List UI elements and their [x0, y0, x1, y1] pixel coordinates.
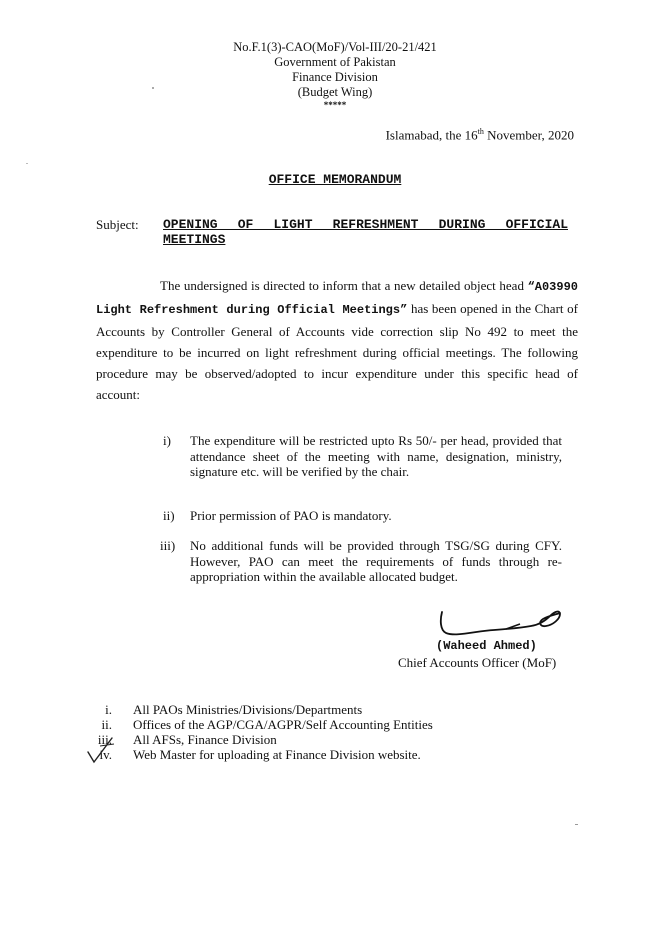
item-number: ii) — [163, 508, 175, 523]
distribution-text: Offices of the AGP/CGA/AGPR/Self Accounting Entities — [133, 717, 433, 732]
wing-name: (Budget Wing) — [297, 85, 373, 99]
distribution-text: Web Master for uploading at Finance Division website. — [133, 747, 421, 762]
scan-speck — [575, 824, 578, 825]
scan-speck — [26, 163, 28, 164]
signature-mark — [436, 606, 566, 642]
distribution-number: i. — [105, 702, 112, 717]
distribution-number: iii. — [97, 732, 112, 747]
letterhead — [0, 40, 670, 110]
body-text-2: has been opened in the Chart of Accounts by Controller General of Accounts vide correction slip No 492 to meet the expenditure to be incurred on light refreshment during official meetings. The following procedure may be observed/adopted to incur expenditure under this specific head of account: — [96, 301, 578, 402]
government-name: Government of Pakistan — [274, 55, 396, 69]
item-text: No additional funds will be provided through TSG/SG during CFY. However, PAO can meet the requirements of funds through re-appropriation within the available allocated budget. — [190, 538, 562, 584]
item-text: Prior permission of PAO is mandatory. — [190, 508, 392, 523]
subject-line-1: OPENING OF LIGHT REFRESHMENT DURING OFFICIAL — [163, 217, 568, 232]
body-text-1: The undersigned is directed to inform that a new detailed object head — [160, 278, 528, 293]
item-text: The expenditure will be restricted upto Rs 50/- per head, provided that attendance sheet of the meeting with name, designation, ministry, signature etc. will be verified by the chair. — [190, 433, 562, 479]
body-paragraph — [96, 275, 578, 405]
object-head: “A03990 Light Refreshment during Official Meetings” — [96, 280, 578, 317]
memo-title: OFFICE MEMORANDUM — [268, 172, 402, 187]
subject-label: Subject: — [96, 217, 139, 232]
handwritten-tick-mark — [86, 736, 116, 766]
signatory-name: (Waheed Ahmed) — [436, 639, 537, 653]
distribution-number: iv. — [99, 747, 112, 762]
item-number: i) — [163, 433, 171, 448]
date-line — [386, 127, 574, 143]
distribution-text: All PAOs Ministries/Divisions/Departments — [133, 702, 363, 717]
scan-speck — [152, 87, 154, 89]
division-name: Finance Division — [292, 70, 378, 84]
distribution-number: ii. — [101, 717, 112, 732]
file-number: No.F.1(3)-CAO(MoF)/Vol-III/20-21/421 — [233, 40, 437, 54]
date-prefix: Islamabad, the 16 — [385, 127, 478, 143]
item-number: iii) — [160, 538, 176, 553]
header-stars: ***** — [323, 100, 347, 110]
date-suffix: November, 2020 — [483, 127, 574, 143]
distribution-text: All AFSs, Finance Division — [133, 732, 277, 747]
date-sup: th — [477, 127, 484, 136]
subject-line-2: MEETINGS — [163, 232, 226, 247]
signatory-title: Chief Accounts Officer (MoF) — [398, 655, 557, 670]
